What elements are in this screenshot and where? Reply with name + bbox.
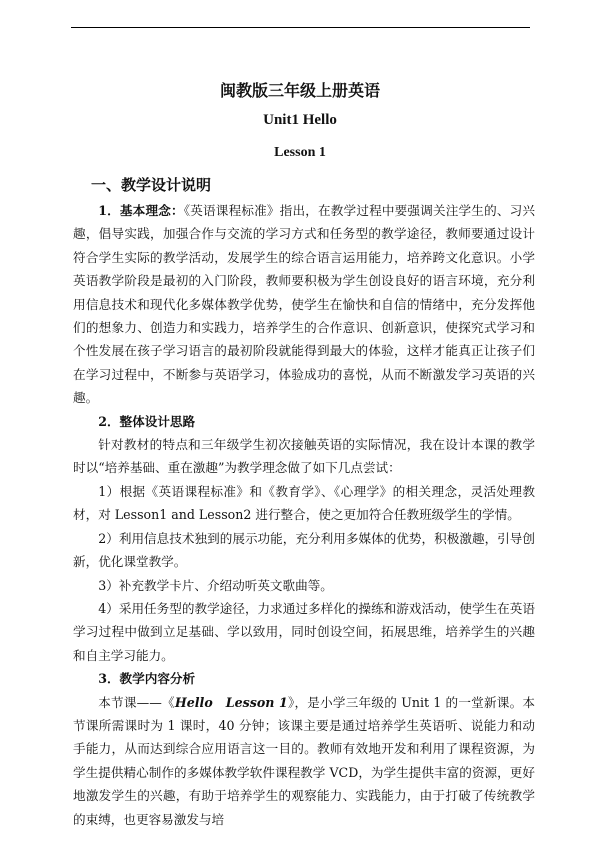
unit-title: Unit1 Hello xyxy=(263,112,337,128)
design-item-3: 3）补充教学卡片、介绍动听英文歌曲等。 xyxy=(98,577,333,593)
lesson-title: Lesson 1 xyxy=(274,145,326,160)
analysis-prefix: 本节课——《 xyxy=(98,694,175,710)
philosophy-text: 《英语课程标准》指出，在教学过程中要强调关注学生的、习兴趣，倡导实践，加强合作与交流的学习方式和任务型的教学途径，教师要通过设计符合学生实际的教学活动，发展学生的综合语言运用能力，培养跨文化意识。小学英语教学阶段是最初的入门阶段，教师要积极为学生创设良好的语言环境，充分利用信息技术和现代化多媒体教学优势，使学生在愉快和自信的情绪中，充分发挥他们的想象力、创造力和实践力，培养学生的合作意识、创新意识，使探究式学习和个性发展在孩子学习语言的最初阶段就能得到最大的体验，这样才能真正让孩子们在学习过程中，不断参与英语学习，体验成功的喜悦，从而不断激发学习英语的兴趣。 xyxy=(73,203,535,406)
analysis-paragraph xyxy=(73,691,535,831)
design-intro: 针对教材的特点和三年级学生初次接触英语的实际情况，我在设计本课的教学时以“培养基础、重在激趣”为教学理念做了如下几点尝试： xyxy=(73,437,535,476)
philosophy-paragraph xyxy=(73,199,535,410)
design-heading: 2．整体设计思路 xyxy=(98,413,196,429)
design-item-1: 1）根据《英语课程标准》和《教育学》、《心理学》的相关理念，灵活处理教材，对 Lesson1 and Lesson2 进行整合，使之更加符合任教班级学生的学情。 xyxy=(73,483,535,523)
document-title: 闽教版三年级上册英语 xyxy=(219,81,380,100)
design-item-4: 4）采用任务型的教学途径，力求通过多样化的操练和游戏活动，使学生在英语学习过程中做到立足基础、学以致用，同时创设空间，拓展思维，培养学生的兴趣和自主学习能力。 xyxy=(73,600,535,663)
philosophy-label: 1．基本理念： xyxy=(98,203,184,218)
analysis-text: 》，是小学三年级的 Unit 1 的一堂新课。本节课所需课时为 1 课时，40 分钟；该课主要是通过培养学生英语听、说能力和动手能力，从而达到综合应用语言这一目的。教师有效地开发和利用了课程资源，为学生提供精心制作的多媒体教学软件课程教学 VCD，为学生提供丰富的资源，更好地激发学生的兴趣，有助于培养学生的观察能力、实践能力，由于打破了传统教学的束缚，也更容易激发与培 xyxy=(73,694,535,827)
section-heading: 一、教学设计说明 xyxy=(91,176,212,194)
analysis-heading: 3．教学内容分析 xyxy=(98,671,196,687)
document-body xyxy=(73,199,535,831)
header-rule xyxy=(71,27,530,28)
analysis-course-name: Hello Lesson 1 xyxy=(174,694,288,710)
design-item-2: 2）利用信息技术独到的展示功能，充分利用多媒体的优势，积极激趣，引导创新，优化课堂教学。 xyxy=(73,530,535,570)
